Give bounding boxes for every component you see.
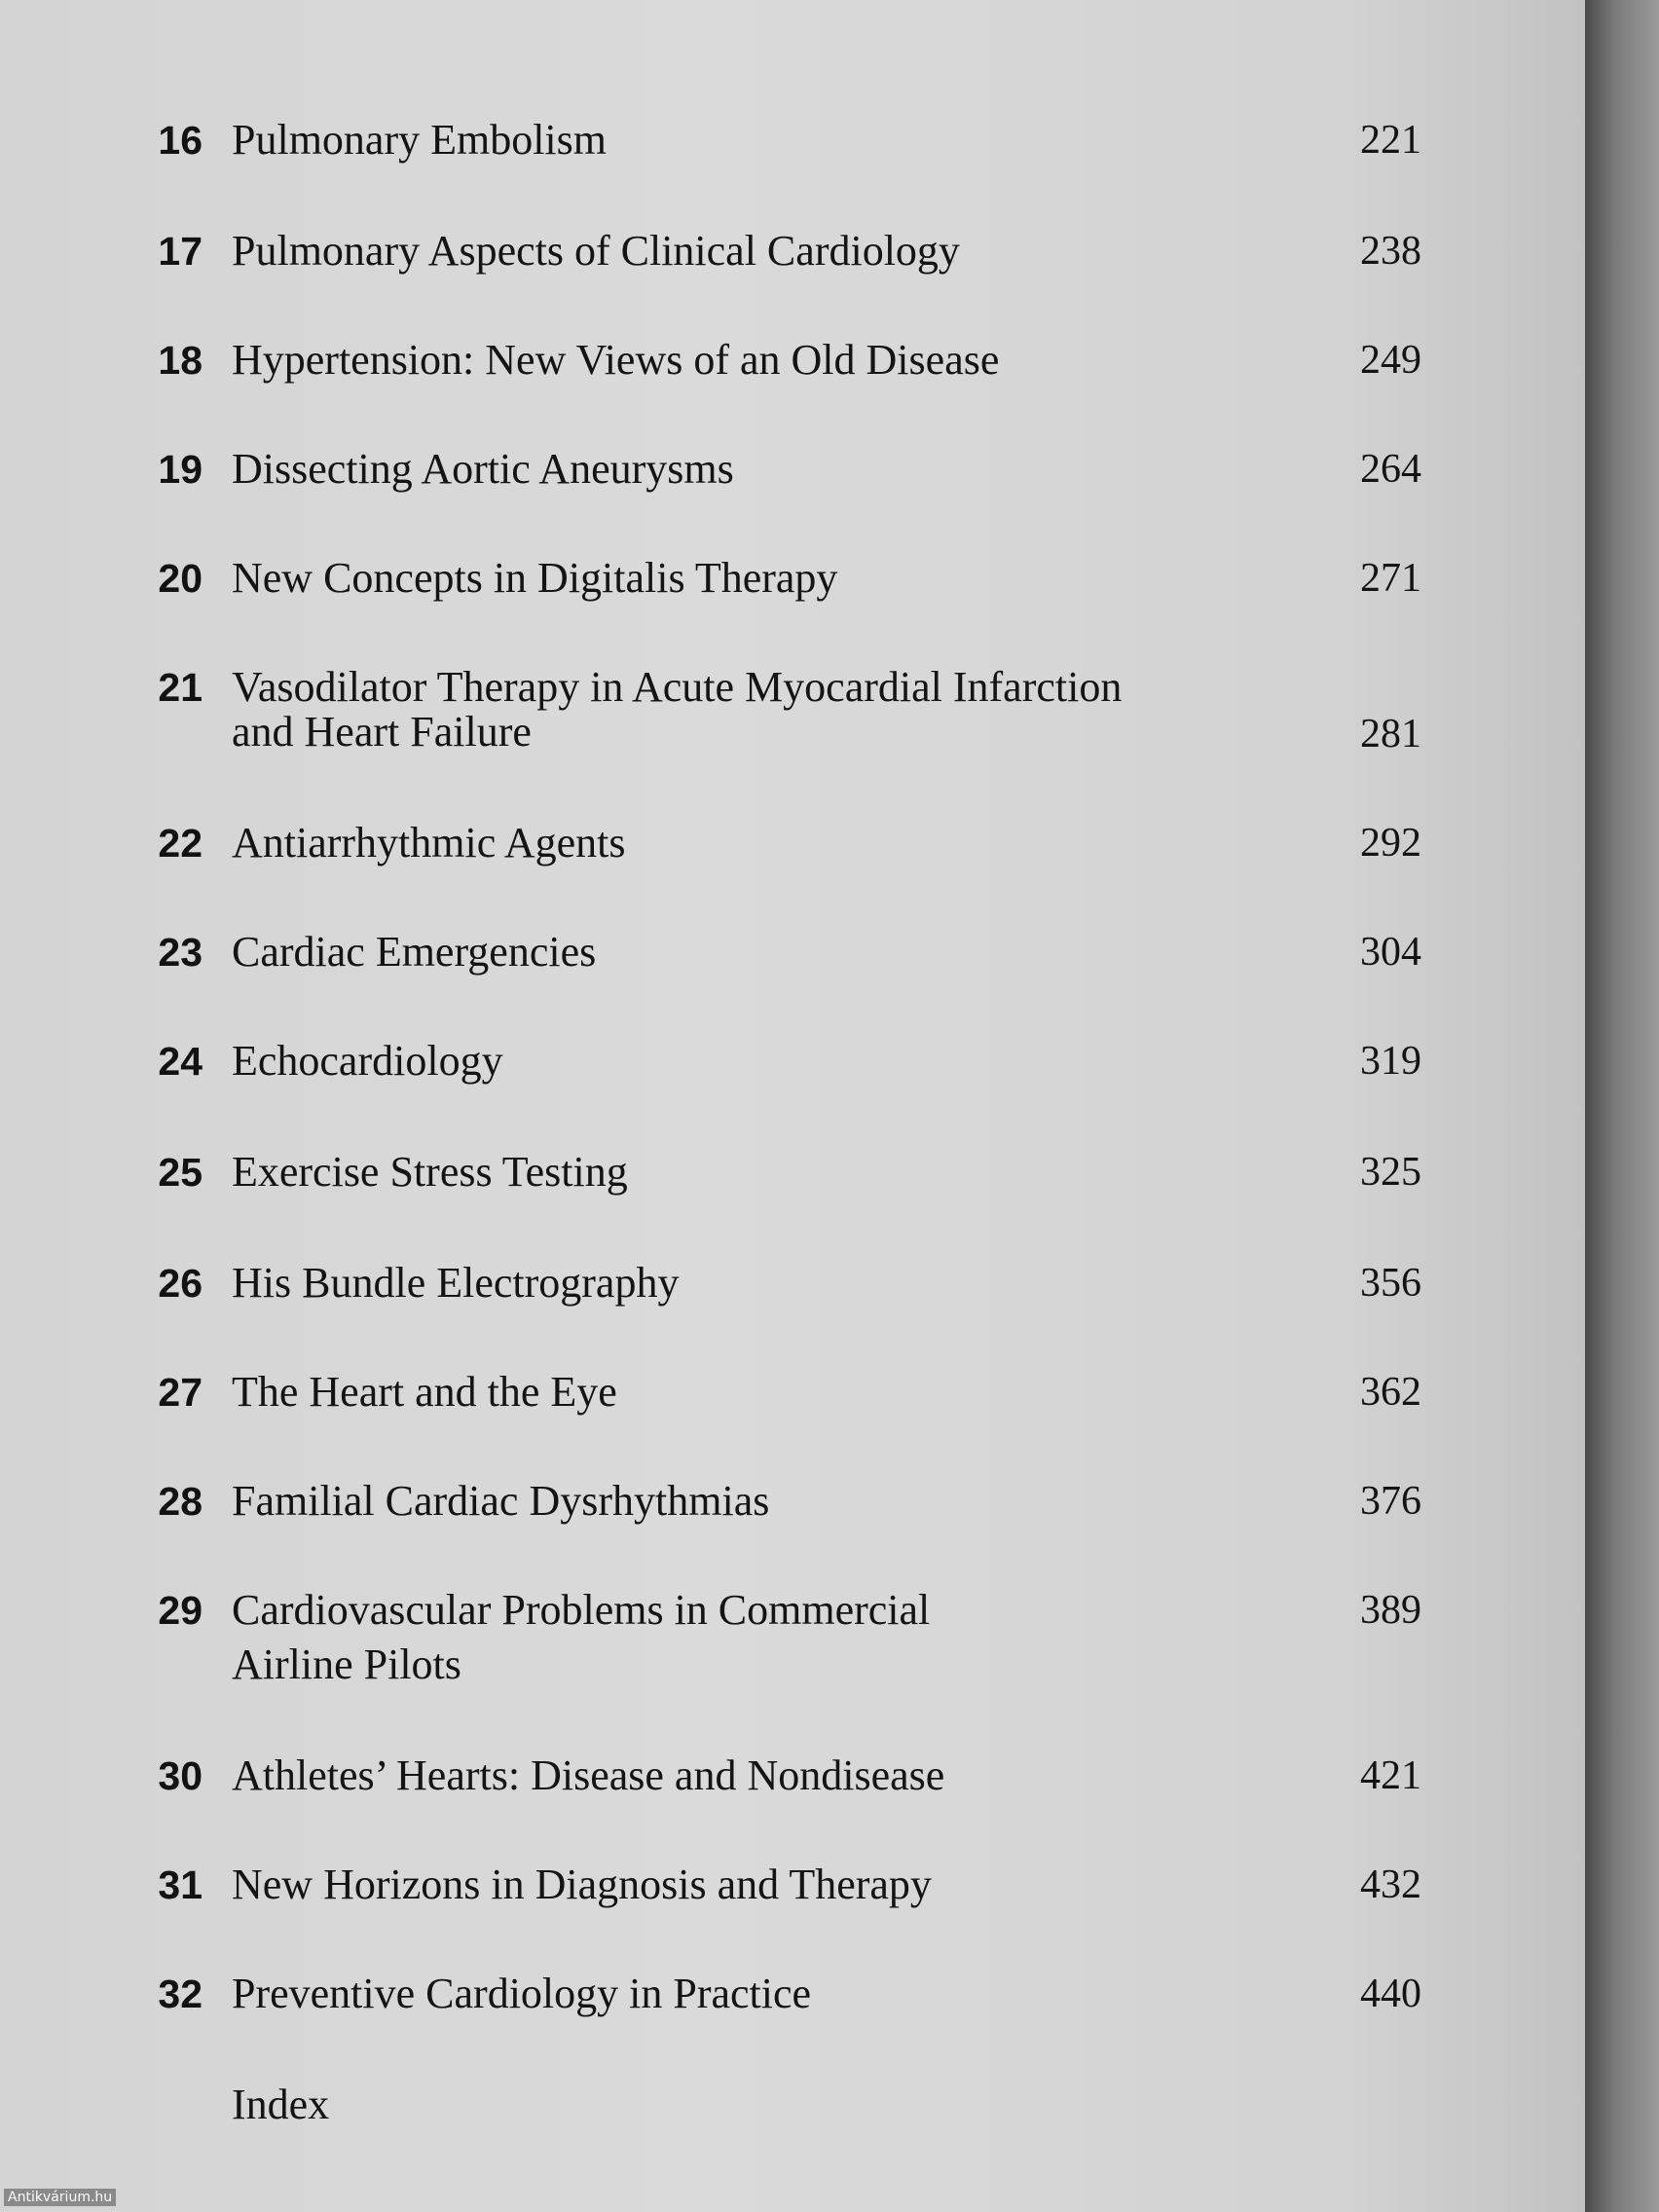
chapter-number: 26 — [158, 1261, 203, 1306]
page-number: 325 — [1360, 1150, 1421, 1195]
chapter-title: Athletes’ Hearts: Disease and Nondisease — [232, 1751, 945, 1799]
page-number: 362 — [1360, 1370, 1421, 1415]
chapter-title: Dissecting Aortic Aneurysms — [232, 445, 734, 493]
page-number: 376 — [1360, 1479, 1421, 1524]
page-number: 249 — [1360, 338, 1421, 383]
page-number: 221 — [1360, 118, 1421, 163]
chapter-title: Preventive Cardiology in Practice — [232, 1970, 812, 2017]
chapter-title: Hypertension: New Views of an Old Disease — [232, 336, 1000, 384]
chapter-title: Cardiovascular Problems in Commercial — [232, 1586, 931, 1634]
chapter-title: Antiarrhythmic Agents — [232, 819, 626, 866]
page-number: 432 — [1360, 1862, 1421, 1907]
book-spine-shadow — [1585, 0, 1659, 2212]
chapter-number: 20 — [158, 556, 203, 601]
chapter-title: New Horizons in Diagnosis and Therapy — [232, 1861, 932, 1908]
page-number: 292 — [1360, 821, 1421, 866]
watermark: Antikvárium.hu — [4, 2189, 116, 2206]
chapter-number: 21 — [158, 665, 203, 710]
chapter-number: 18 — [158, 338, 203, 383]
page-number: 264 — [1360, 447, 1421, 492]
chapter-title: Familial Cardiac Dysrhythmias — [232, 1477, 770, 1525]
chapter-number: 31 — [158, 1862, 203, 1907]
chapter-title: New Concepts in Digitalis Therapy — [232, 554, 838, 602]
chapter-number: 16 — [158, 118, 203, 163]
page-number: 440 — [1360, 1972, 1421, 2016]
chapter-number: 29 — [158, 1588, 203, 1633]
chapter-title: Cardiac Emergencies — [232, 928, 597, 976]
chapter-title: Exercise Stress Testing — [232, 1148, 628, 1196]
page-number: 356 — [1360, 1261, 1421, 1306]
chapter-title: Pulmonary Aspects of Clinical Cardiology — [232, 227, 960, 275]
chapter-number: 24 — [158, 1039, 203, 1084]
chapter-number: 27 — [158, 1370, 203, 1415]
chapter-title: Vasodilator Therapy in Acute Myocardial Infarction — [232, 663, 1123, 711]
chapter-title: Airline Pilots — [232, 1641, 461, 1688]
chapter-title: Pulmonary Embolism — [232, 116, 607, 164]
chapter-number: 28 — [158, 1479, 203, 1524]
chapter-number: 23 — [158, 930, 203, 975]
page-number: 304 — [1360, 930, 1421, 975]
chapter-number: 22 — [158, 821, 203, 866]
page-number: 421 — [1360, 1753, 1421, 1798]
chapter-number: 32 — [158, 1972, 203, 2016]
chapter-title: Echocardiology — [232, 1037, 503, 1085]
page-number: 281 — [1360, 712, 1421, 756]
page-number: 389 — [1360, 1588, 1421, 1633]
chapter-number: 30 — [158, 1753, 203, 1798]
page-number: 271 — [1360, 556, 1421, 601]
chapter-number: 19 — [158, 447, 203, 492]
chapter-title: and Heart Failure — [232, 708, 532, 756]
chapter-title: His Bundle Electrography — [232, 1259, 680, 1307]
page-number: 319 — [1360, 1039, 1421, 1084]
chapter-number: 17 — [158, 229, 203, 274]
page-number: 238 — [1360, 229, 1421, 274]
chapter-title: Index — [232, 2081, 330, 2128]
chapter-title: The Heart and the Eye — [232, 1368, 617, 1416]
chapter-number: 25 — [158, 1150, 203, 1195]
